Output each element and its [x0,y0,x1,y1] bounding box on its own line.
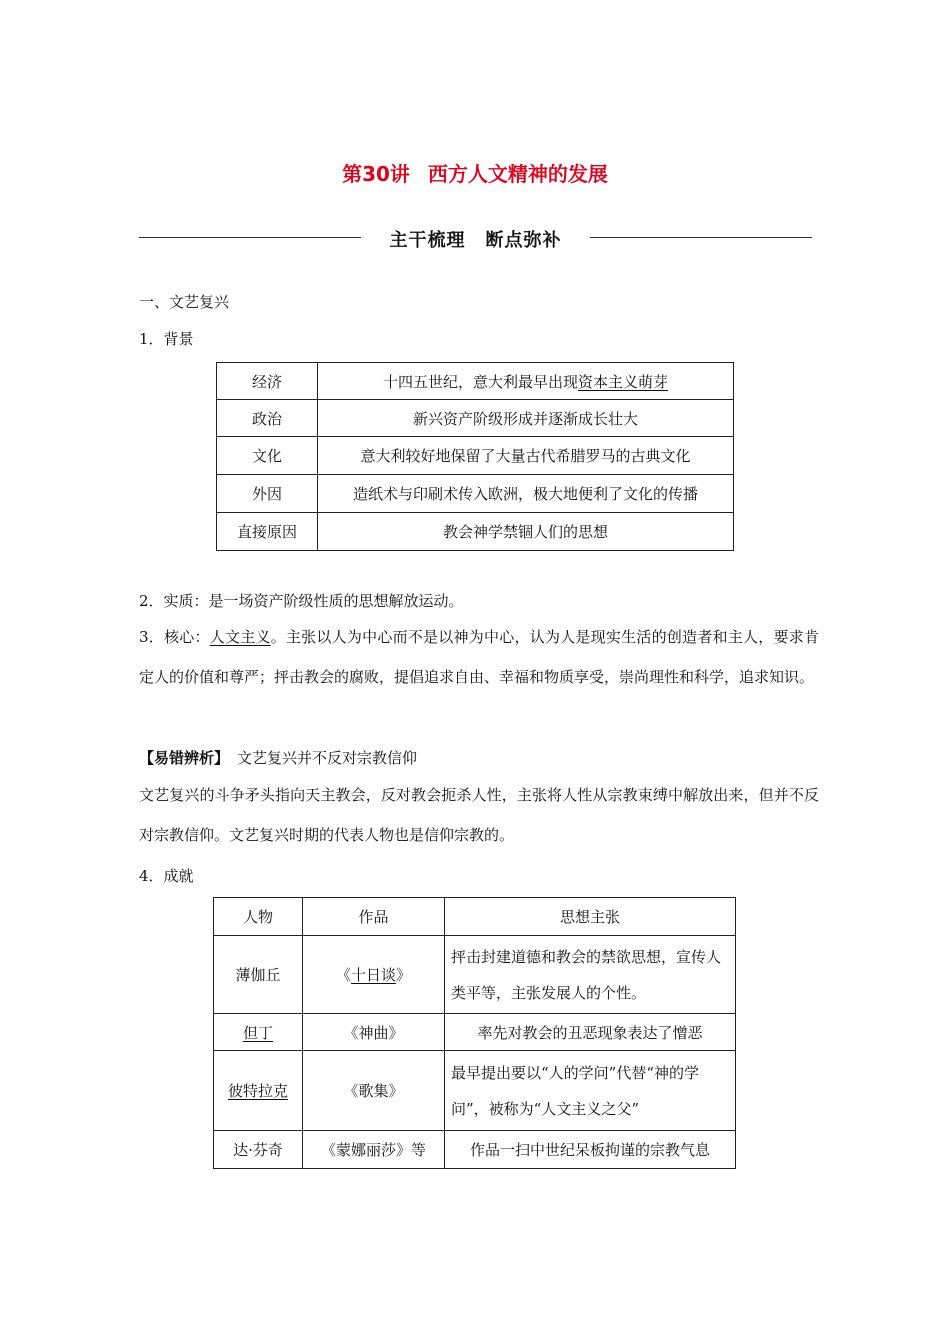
cell-work [303,936,445,1014]
banner-label [139,226,812,252]
cell-idea: 最早提出要以“人的学问”代替“神的学问”，被称为“人文主义之父” [445,1051,736,1131]
background-table [216,362,734,551]
cell-work: 《歌集》 [303,1051,445,1131]
work-bracket-open: 《 [335,966,351,984]
title-lesson: 第30讲 [342,162,410,186]
row-content: 新兴资产阶级形成并逐渐成长壮大 [318,400,734,437]
tip-title: 文艺复兴并不反对宗教信仰 [237,749,418,767]
table-row [214,936,736,1014]
achievements-table [213,897,736,1169]
table-row [214,1014,736,1051]
row-text: 十四五世纪，意大利最早出现 [382,372,578,391]
row-label: 外因 [217,475,318,513]
core-text: 。主张以人为中心而不是以神为中心，认为人是现实生活的创造者和主人，要求肯定人的价值和尊严；抨击教会的腐败，提倡追求自由、幸福和物质享受，崇尚理性和科学，追求知识。 [139,628,819,686]
row-label: 文化 [217,437,318,475]
subheading-background: 1．背景 [139,330,194,348]
row-content: 意大利较好地保留了大量古代希腊罗马的古典文化 [318,437,734,475]
person-name: 彼特拉克 [227,1082,288,1100]
work-title: 十日谈 [350,966,396,984]
cell-person: 达·芬奇 [214,1131,303,1169]
banner-rule-right [590,237,812,238]
table-row [217,400,734,437]
core-prefix: 3．核心： [139,628,210,646]
essence-line: 2．实质：是一场资产阶级性质的思想解放运动。 [139,592,464,610]
table-row [214,1051,736,1131]
row-content [318,363,734,400]
table-row [214,1131,736,1169]
table-header-row [214,898,736,936]
cell-work: 《神曲》 [303,1014,445,1051]
section-banner [139,226,812,250]
banner-label-2: 断点弥补 [485,230,562,251]
person-name: 但丁 [242,1023,273,1042]
row-label: 直接原因 [217,513,318,551]
table-row [217,475,734,513]
cell-person [214,1051,303,1131]
subheading-achievements: 4．成就 [139,867,194,885]
table-row [217,513,734,551]
row-label: 政治 [217,400,318,437]
cell-work: 《蒙娜丽莎》等 [303,1131,445,1169]
row-key-term: 资本主义萌芽 [578,372,669,391]
title-topic: 西方人文精神的发展 [427,162,608,186]
work-bracket-close: 》 [396,966,412,984]
cell-idea: 抨击封建道德和教会的禁欲思想，宣传人类平等，主张发展人的个性。 [445,936,736,1014]
section-heading-renaissance: 一、文艺复兴 [139,293,230,311]
tip-tag: 【易错辨析】 [139,749,230,767]
row-content: 造纸术与印刷术传入欧洲，极大地便利了文化的传播 [318,475,734,513]
tip-body: 文艺复兴的斗争矛头指向天主教会，反对教会扼杀人性，主张将人性从宗教束缚中解放出来，但并不反对宗教信仰。文艺复兴时期的代表人物也是信仰宗教的。 [139,786,819,844]
table-row [217,363,734,400]
tip-heading [139,748,417,768]
cell-idea: 作品一扫中世纪呆板拘谨的宗教气息 [445,1131,736,1169]
cell-idea: 率先对教会的丑恶现象表达了憎恶 [445,1014,736,1051]
core-paragraph [139,617,819,697]
row-content: 教会神学禁锢人们的思想 [318,513,734,551]
cell-person: 薄伽丘 [214,936,303,1014]
banner-label-1: 主干梳理 [389,230,466,251]
table-row [217,437,734,475]
cell-person [214,1014,303,1051]
page-title [0,158,950,187]
row-label: 经济 [217,363,318,400]
header-idea: 思想主张 [445,898,736,936]
header-person: 人物 [214,898,303,936]
core-key-term: 人文主义 [209,628,271,646]
header-work: 作品 [303,898,445,936]
